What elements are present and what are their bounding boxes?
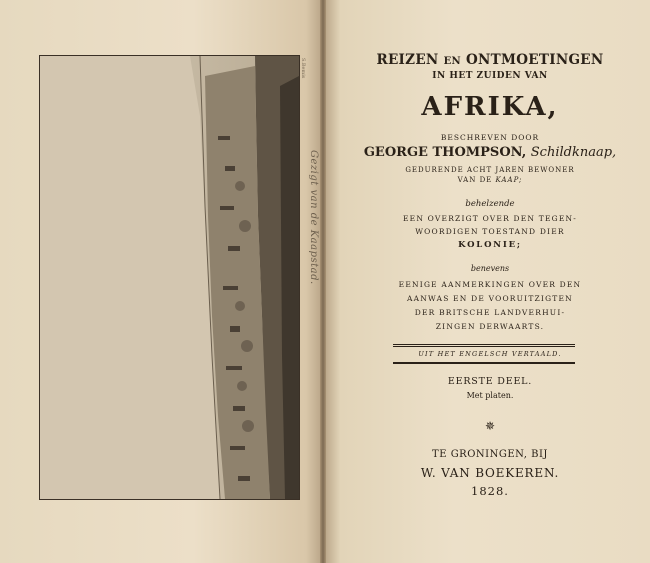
title-line-1 xyxy=(340,52,640,68)
plates-label: Met platen. xyxy=(466,391,514,400)
author-residence-line-2 xyxy=(340,176,640,184)
remarks-line-4: ZINGEN DERWAARTS. xyxy=(435,322,545,331)
book-gutter xyxy=(320,0,326,563)
containing-label: behelzende xyxy=(465,199,515,209)
remarks-line-1: EENIGE AANMERKINGEN OVER DEN xyxy=(398,280,582,289)
remarks-line-3: DER BRITSCHE LANDVERHUI- xyxy=(414,308,566,317)
imprint-publisher: W. VAN BOEKEREN. xyxy=(420,466,560,480)
contents-line-3: KOLONIE; xyxy=(458,240,522,250)
contents-line-2: WOORDIGEN TOESTAND DIER xyxy=(415,227,565,236)
author-line xyxy=(340,145,640,160)
title-afrika: AFRIKA, xyxy=(421,92,559,122)
residence-prefix: VAN DE xyxy=(457,176,493,184)
rule-top-thin xyxy=(393,344,575,345)
title-line-2: IN HET ZUIDEN VAN xyxy=(432,71,548,81)
rule-bottom-thick xyxy=(393,362,575,364)
described-by: BESCHREVEN DOOR xyxy=(440,133,540,142)
contents-line-1: EEN OVERZIGT OVER DEN TEGEN- xyxy=(402,214,578,223)
volume-label: EERSTE DEEL. xyxy=(447,376,533,387)
imprint-year: 1828. xyxy=(471,484,509,498)
also-label: benevens xyxy=(470,264,510,273)
author-name: GEORGE THOMPSON, xyxy=(363,145,527,160)
translation-note: UIT HET ENGELSCH VERTAALD. xyxy=(418,350,562,358)
remarks-line-2: AANWAS EN DE VOORUITZIGTEN xyxy=(407,294,573,303)
imprint-place: TE GRONINGEN, BIJ xyxy=(432,449,548,460)
star-ornament-icon: ✵ xyxy=(484,419,496,433)
residence-kaap: KAAP; xyxy=(495,176,523,184)
rule-top-thin-2 xyxy=(393,346,575,347)
frontispiece-engraving xyxy=(39,55,300,500)
plate-caption: Gezigt van de Kaapstad. xyxy=(308,150,319,285)
title-word-reizen: REIZEN xyxy=(376,52,439,68)
author-residence-line-1: GEDURENDE ACHT JAREN BEWONER xyxy=(405,166,575,174)
author-title: Schildknaap, xyxy=(530,145,617,160)
title-word-ontmoetingen: ONTMOETINGEN xyxy=(465,52,604,68)
engraver-credit: S.Bemis xyxy=(300,58,306,79)
title-word-en: EN xyxy=(443,56,461,67)
